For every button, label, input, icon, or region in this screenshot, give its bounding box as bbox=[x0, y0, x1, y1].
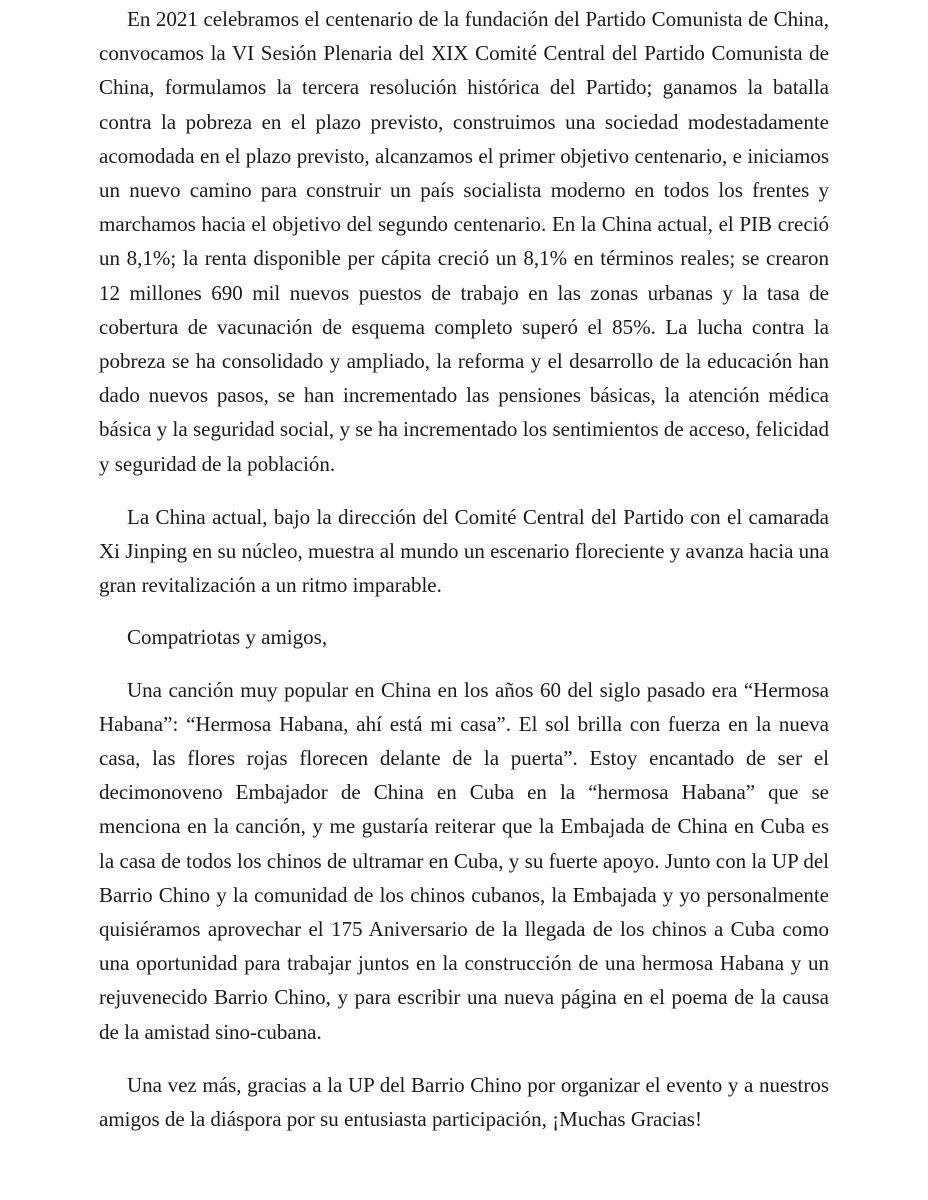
paragraph-china-today: La China actual, bajo la dirección del Comité Central del Partido con el camarada Xi Jinping en su núcleo, muestra al mundo un escenario floreciente y avanza hacia una gran revitalización a un ritmo imparable. bbox=[99, 504, 829, 598]
paragraph-greeting: Compatriotas y amigos, bbox=[127, 625, 328, 650]
paragraph-closing-thanks: Una vez más, gracias a la UP del Barrio Chino por organizar el evento y a nuestros amigos de la diáspora por su entusiasta participación, ¡Muchas Gracias! bbox=[99, 1072, 829, 1132]
paragraph-centenary: En 2021 celebramos el centenario de la fundación del Partido Comunista de China, convocamos la VI Sesión Plenaria del XIX Comité Central del Partido Comunista de China, formulamos la tercera resolución histórica del Partido; ganamos la batalla contra la pobreza en el plazo previsto, construimos una sociedad modestadamente acomodada en el plazo previsto, alcanzamos el primer objetivo centenario, e iniciamos un nuevo camino para construir un país socialista moderno en todos los frentes y marchamos hacia el objetivo del segundo centenario. En la China actual, el PIB creció un 8,1%; la renta disponible per cápita creció un 8,1% en términos reales; se crearon 12 millones 690 mil nuevos puestos de trabajo en las zonas urbanas y la tasa de cobertura de vacunación de esquema completo superó el 85%. La lucha contra la pobreza se ha consolidado y ampliado, la reforma y el desarrollo de la educación han dado nuevos pasos, se han incrementado las pensiones básicas, la atención médica básica y la seguridad social, y se ha incrementado los sentimientos de acceso, felicidad y seguridad de la población. bbox=[99, 7, 829, 476]
paragraph-hermosa-habana: Una canción muy popular en China en los años 60 del siglo pasado era “Hermosa Habana”: “Hermosa Habana, ahí está mi casa”. El sol brilla con fuerza en la nueva casa, las flores rojas florecen delante de la puerta”. Estoy encantado de ser el decimonoveno Embajador de China en Cuba en la “hermosa Habana” que se menciona en la canción, y me gustaría reiterar que la Embajada de China en Cuba es la casa de todos los chinos de ultramar en Cuba, y su fuerte apoyo. Junto con la UP del Barrio Chino y la comunidad de los chinos cubanos, la Embajada y yo personalmente quisiéramos aprovechar el 175 Aniversario de la llegada de los chinos a Cuba como una oportunidad para trabajar juntos en la construcción de una hermosa Habana y un rejuvenecido Barrio Chino, y para escribir una nueva página en el poema de la causa de la amistad sino-cubana. bbox=[99, 677, 829, 1044]
